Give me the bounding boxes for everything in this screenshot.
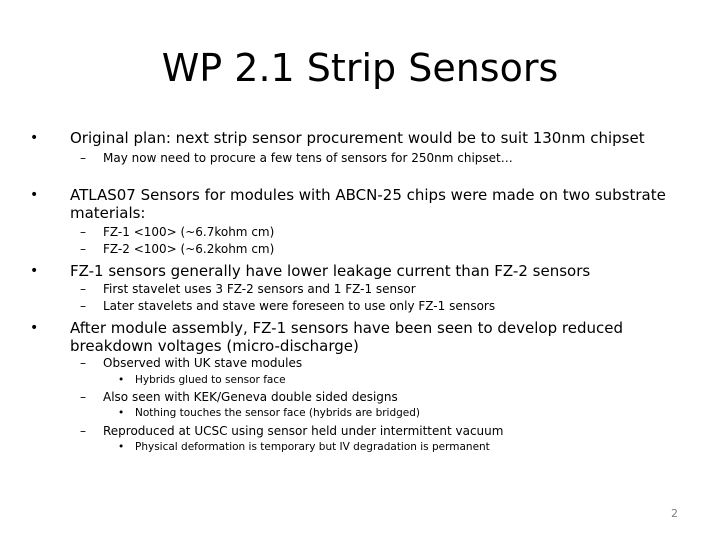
bullet-2-sub-2: FZ-2 <100> (~6.2kohm cm) bbox=[103, 242, 275, 256]
bullet-3-sub-1: First stavelet uses 3 FZ-2 sensors and 1 FZ-1 sensor bbox=[103, 282, 416, 296]
bullet-1-text: Original plan: next strip sensor procurement would be to suit 130nm chipset bbox=[70, 129, 645, 147]
slide-title: WP 2.1 Strip Sensors bbox=[161, 46, 559, 90]
bullet-3-text: FZ-1 sensors generally have lower leakage current than FZ-2 sensors bbox=[70, 262, 591, 280]
dash-marker: – bbox=[80, 424, 86, 438]
bullet-3-sub-2: Later stavelets and stave were foreseen to use only FZ-1 sensors bbox=[103, 299, 496, 313]
bullet-marker: • bbox=[30, 320, 39, 336]
dash-marker: – bbox=[80, 225, 86, 239]
dash-marker: – bbox=[80, 242, 86, 256]
dash-marker: – bbox=[80, 151, 86, 165]
bullet-4-sub-1: Observed with UK stave modules bbox=[103, 356, 303, 370]
bullet-2-text-line-1: ATLAS07 Sensors for modules with ABCN-25 chips were made on two substrate bbox=[70, 186, 666, 204]
dash-marker: – bbox=[80, 356, 86, 370]
page-number: 2 bbox=[671, 507, 678, 520]
bullet-marker: • bbox=[118, 374, 125, 386]
bullet-4-text-line-2: breakdown voltages (micro-discharge) bbox=[70, 337, 359, 355]
bullet-marker: • bbox=[118, 407, 125, 419]
bullet-4-text-line-1: After module assembly, FZ-1 sensors have been seen to develop reduced bbox=[70, 319, 623, 337]
dash-marker: – bbox=[80, 299, 86, 313]
bullet-2-text-line-2: materials: bbox=[70, 204, 146, 222]
bullet-2-sub-1: FZ-1 <100> (~6.7kohm cm) bbox=[103, 225, 275, 239]
dash-marker: – bbox=[80, 390, 86, 404]
bullet-marker: • bbox=[118, 441, 125, 453]
bullet-1-sub-1: May now need to procure a few tens of sensors for 250nm chipset… bbox=[103, 151, 513, 165]
bullet-4-sub-3: Reproduced at UCSC using sensor held under intermittent vacuum bbox=[103, 424, 504, 438]
bullet-4-sub-2-detail: Nothing touches the sensor face (hybrids are bridged) bbox=[135, 407, 421, 419]
bullet-4-sub-2: Also seen with KEK/Geneva double sided designs bbox=[103, 390, 398, 404]
bullet-marker: • bbox=[30, 263, 39, 279]
bullet-4-sub-1-detail: Hybrids glued to sensor face bbox=[135, 374, 286, 386]
dash-marker: – bbox=[80, 282, 86, 296]
bullet-4-sub-3-detail: Physical deformation is temporary but IV degradation is permanent bbox=[135, 441, 490, 453]
bullet-marker: • bbox=[30, 187, 39, 203]
bullet-marker: • bbox=[30, 130, 39, 146]
